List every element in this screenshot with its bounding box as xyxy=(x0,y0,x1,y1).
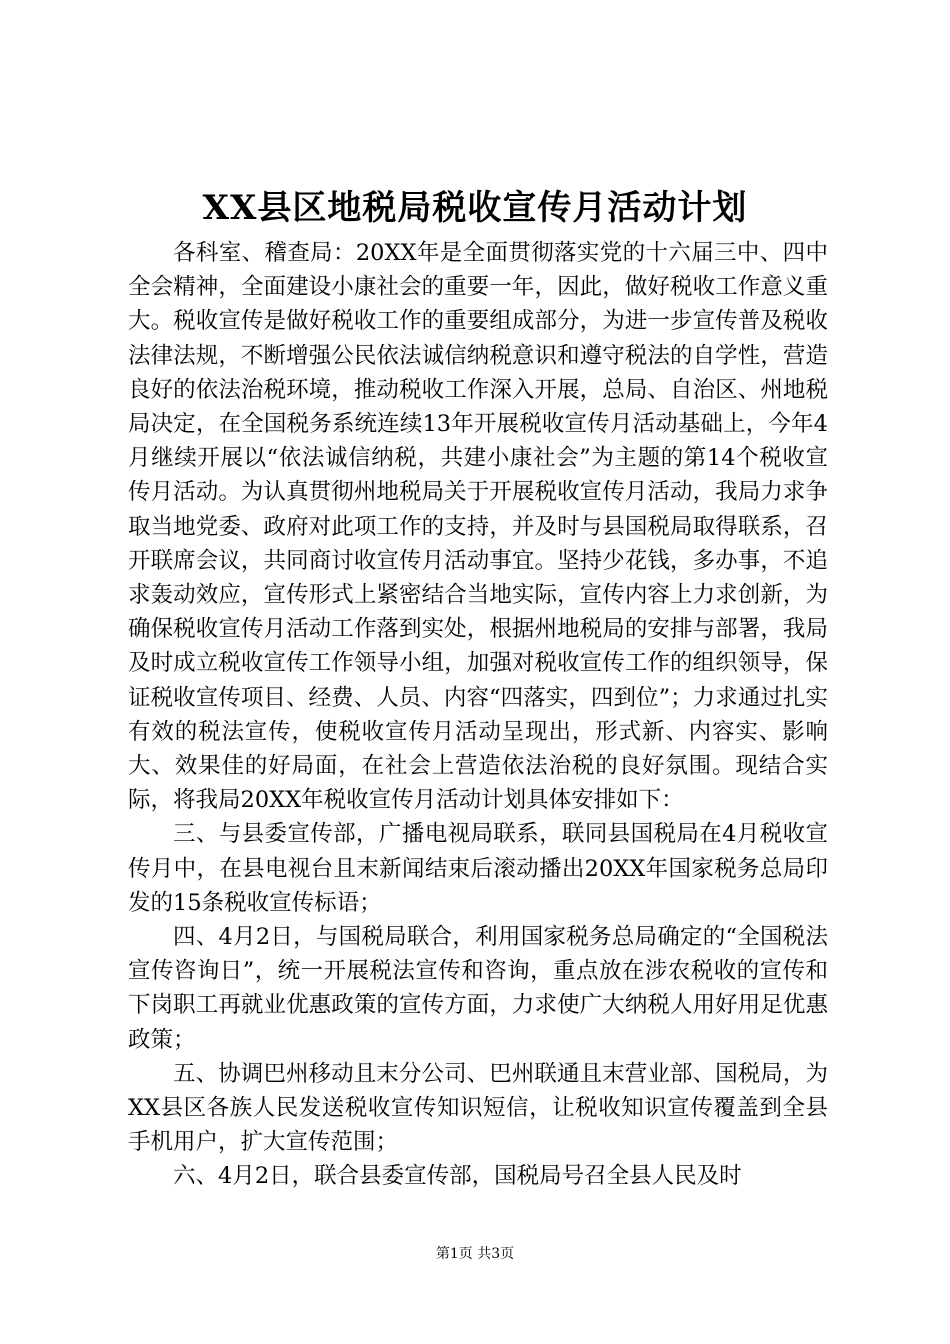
page-number-footer: 第1页 共3页 xyxy=(435,1246,515,1262)
paragraph-item-6: 六、4月2日，联合县委宣传部，国税局号召全县人民及时 xyxy=(173,1163,742,1190)
document-title: XX县区地税局税收宣传月活动计划 xyxy=(202,188,748,228)
document-body xyxy=(128,236,828,1194)
paragraph-item-3: 三、与县委宣传部，广播电视局联系，联同县国税局在4月税收宣传月中，在县电视台且末新闻结束后滚动播出20XX年国家税务总局印发的15条税收宣传标语； xyxy=(128,821,828,916)
paragraph-item-4: 四、4月2日，与国税局联合，利用国家税务总局确定的“全国税法宣传咨询日”，统一开展税法宣传和咨询，重点放在涉农税收的宣传和下岗职工再就业优惠政策的宣传方面，力求使广大纳税人用好用足优惠政策； xyxy=(128,924,828,1053)
paragraph-item-5: 五、协调巴州移动且末分公司、巴州联通且末营业部、国税局，为XX县区各族人民发送税收宣传知识短信，让税收知识宣传覆盖到全县手机用户，扩大宣传范围； xyxy=(128,1060,828,1156)
paragraph-intro: 各科室、稽查局：20XX年是全面贯彻落实党的十六届三中、四中全会精神，全面建设小康社会的重要一年，因此，做好税收工作意义重大。税收宣传是做好税收工作的重要组成部分，为进一步宣传普及税收法律法规，不断增强公民依法诚信纳税意识和遵守税法的自学性，营造良好的依法治税环境，推动税收工作深入开展，总局、自治区、州地税局决定，在全国税务系统连续13年开展税收宣传月活动基础上，今年4月继续开展以“依法诚信纳税，共建小康社会”为主题的第14个税收宣传月活动。为认真贯彻州地税局关于开展税收宣传月活动，我局力求争取当地党委、政府对此项工作的支持，并及时与县国税局取得联系，召开联席会议，共同商讨收宣传月活动事宜。坚持少花钱，多办事，不追求轰动效应，宣传形式上紧密结合当地实际，宣传内容上力求创新，为确保税收宣传月活动工作落到实处，根据州地税局的安排与部署，我局及时成立税收宣传工作领导小组，加强对税收宣传工作的组织领导，保证税收宣传项目、经费、人员、内容“四落实，四到位”；力求通过扎实有效的税法宣传，使税收宣传月活动呈现出，形式新、内容实、影响大、效果佳的好局面，在社会上营造依法治税的良好氛围。现结合实际，将我局20XX年税收宣传月活动计划具体安排如下： xyxy=(128,240,828,814)
